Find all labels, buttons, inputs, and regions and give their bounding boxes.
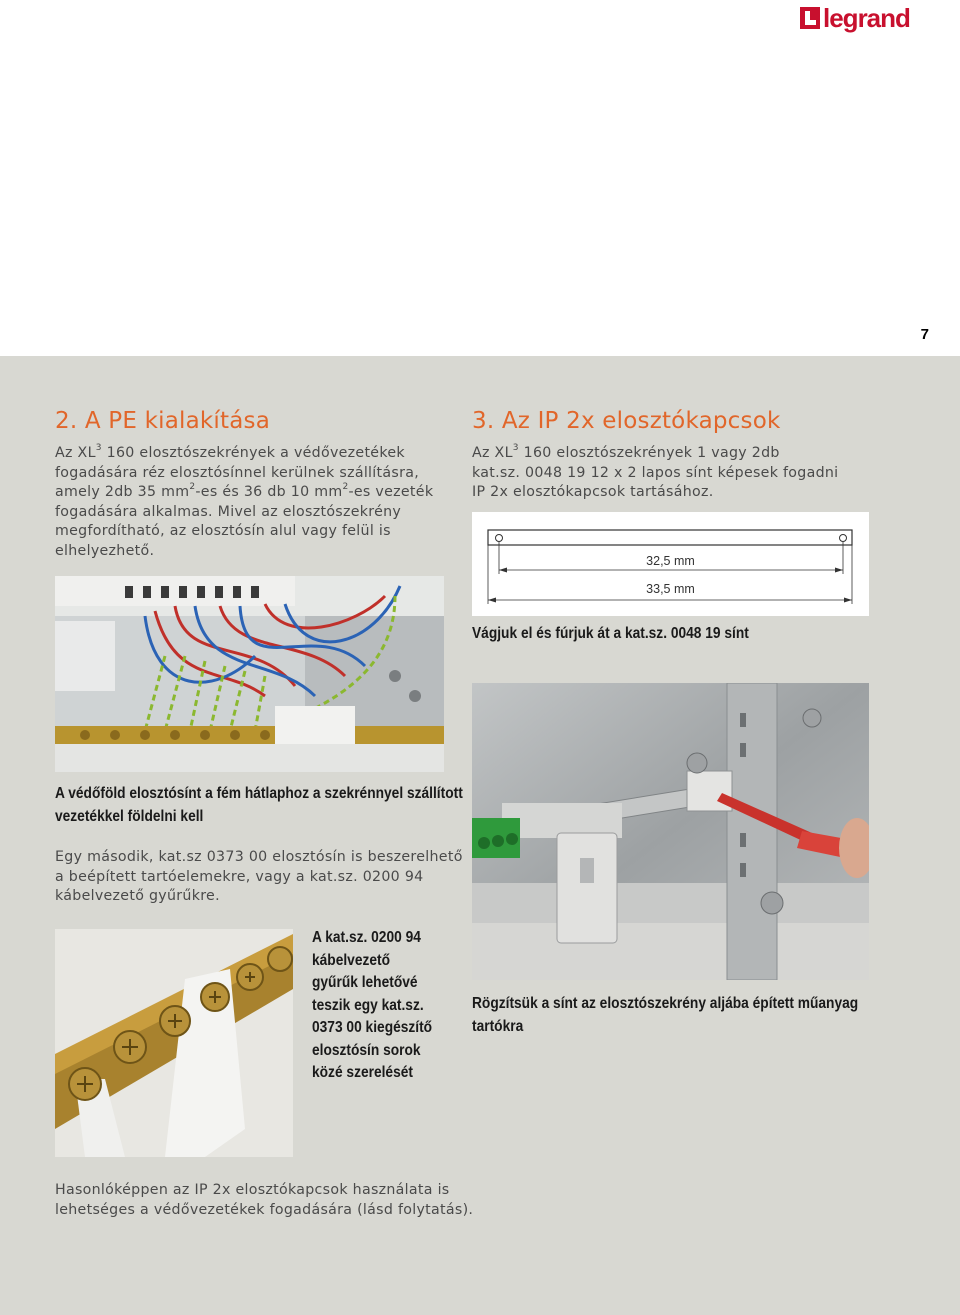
header-area — [0, 0, 960, 356]
photo-pe-caption: A védőföld elosztósínt a fém hátlaphoz a szekrénnyel szállított vezetékkel földelni kell — [55, 785, 463, 825]
rail-dimension-diagram — [472, 512, 869, 616]
section-ip-title: 3. Az IP 2x elosztókapcsok — [472, 408, 781, 434]
diagram-caption: Vágjuk el és fúrjuk át a kat.sz. 0048 19 sínt — [472, 625, 749, 642]
photo-cable-ring-caption: A kat.sz. 0200 94 kábelvezető gyűrűk lehetővé teszik egy kat.sz. 0373 00 kiegészítő elosztósín sorok közé szerelését — [312, 929, 433, 1081]
section-ip-paragraph: Az $XL^3$ 160 elosztószekrények 1 vagy 2db kat.sz. 0048 19 12 x 2 lapos sínt képesek fogadni IP 2x elosztókapcsok tartásához. — [472, 443, 839, 501]
photo-rail-mounting — [472, 683, 869, 980]
section-pe-paragraph: Az $XL^3$ 160 elosztószekrények a védővezetékek fogadására réz elosztósínnel kerülnek szállításra, amely 2db 35 $mm^2-es$ és 36 db 10 $mm^2-es$ vezeték fogadására alkalmas. Mivel az elosztószekrény megfordítható, az elosztósín alul vagy felül is elhelyezhető. — [55, 443, 434, 559]
legrand-logo — [800, 2, 910, 34]
page-number: 7 — [920, 326, 929, 343]
photo-cable-ring — [55, 929, 293, 1157]
section-pe-title: 2. A PE kialakítása — [55, 408, 271, 434]
photo-rail-mounting-caption: Rögzítsük a sínt az elosztószekrény aljába épített műanyag tartókra — [472, 995, 859, 1035]
dimension-outer-label: 33,5 mm — [646, 582, 695, 596]
dimension-inner-label: 32,5 mm — [646, 554, 695, 568]
logo-text: legrand — [823, 2, 910, 33]
legrand-logo-icon — [800, 7, 820, 29]
section-pe-paragraph-2: Egy második, kat.sz 0373 00 elosztósín is beszerelhető a beépített tartóelemekre, vagy a kat.sz. 0200 94 kábelvezető gyűrűkre. — [55, 849, 463, 905]
photo-pe-busbar — [55, 576, 444, 772]
footer-paragraph: Hasonlóképpen az IP 2x elosztókapcsok használata is lehetséges a védővezetékek fogadására (lásd folytatás). — [55, 1182, 474, 1218]
